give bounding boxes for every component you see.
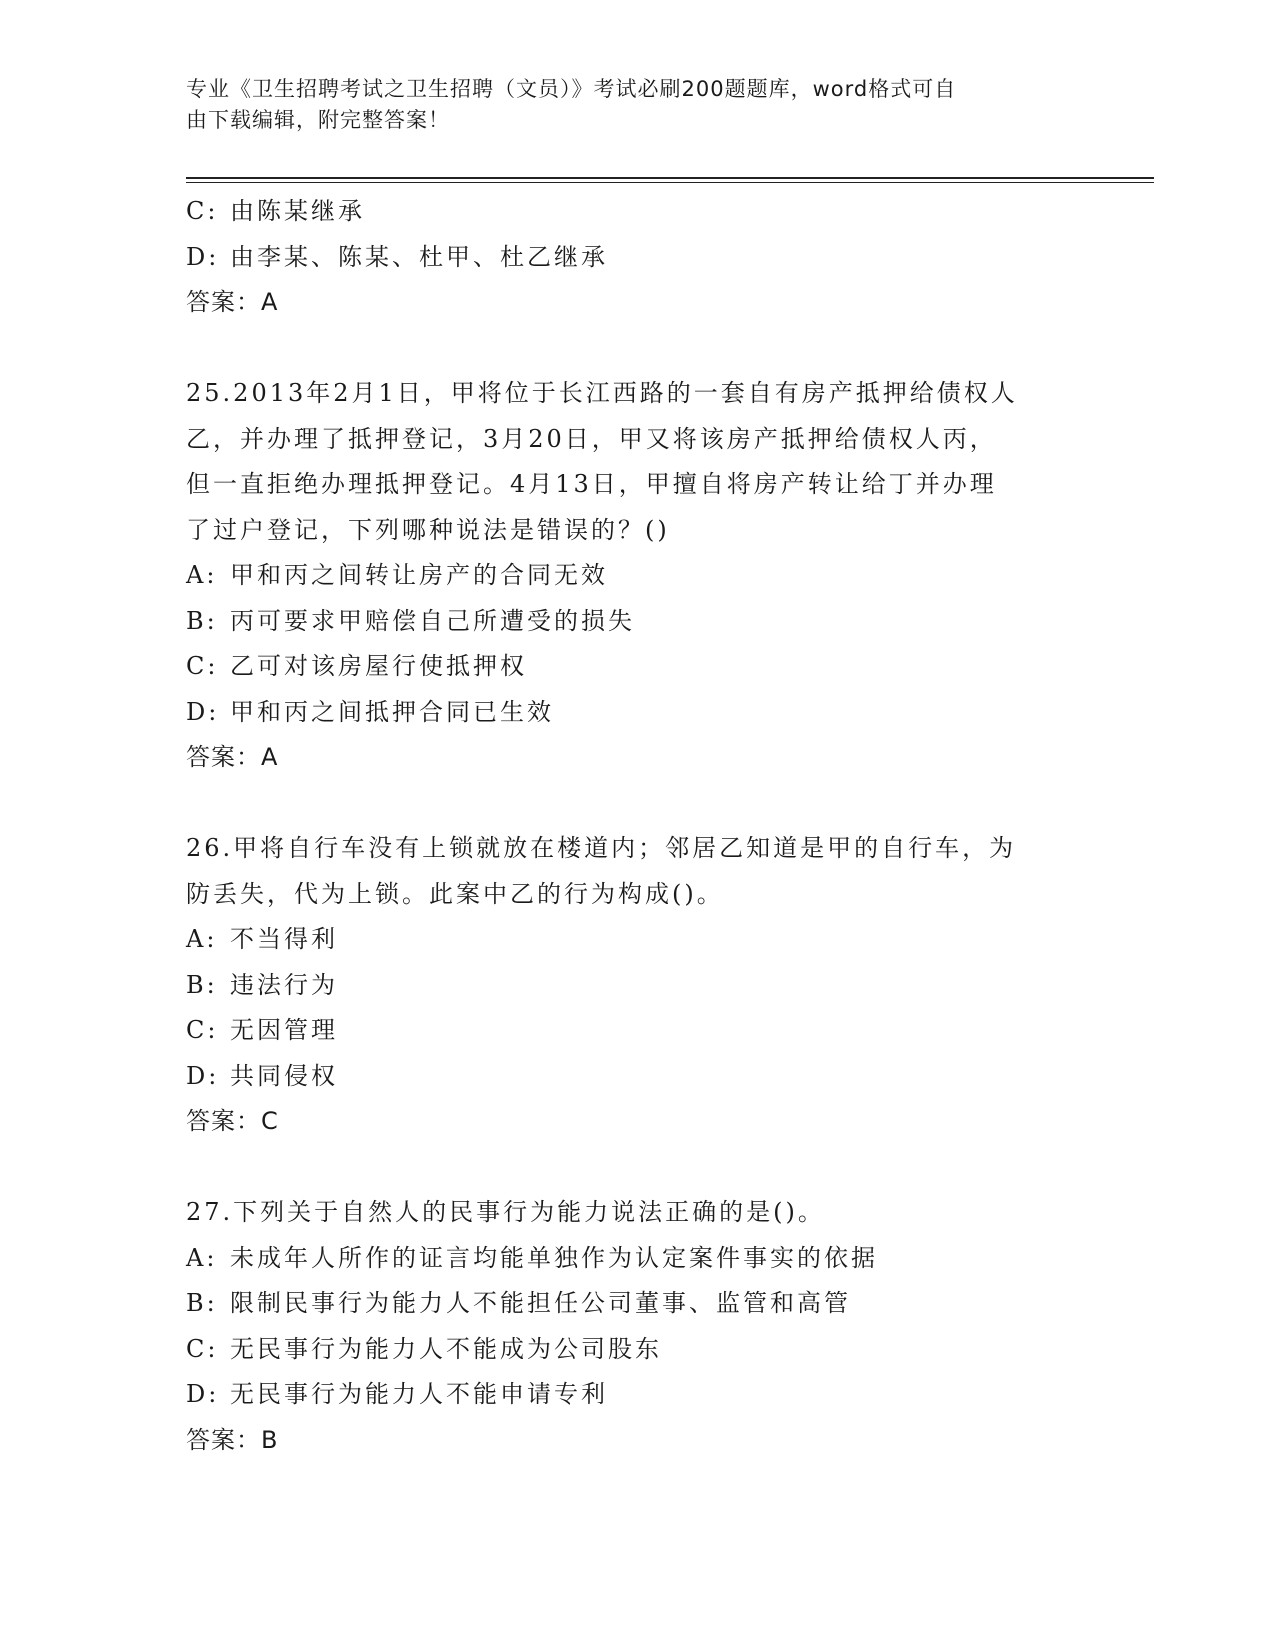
option-b: B: 限制民事行为能力人不能担任公司董事、监管和高管 [186, 1289, 851, 1317]
option-d: D: 甲和丙之间抵押合同已生效 [186, 697, 554, 726]
header-rule-thick [186, 177, 1154, 179]
question-26 [186, 826, 1086, 1145]
option-d: D: 由李某、陈某、杜甲、杜乙继承 [186, 242, 608, 271]
answer-line: 答案：A [186, 288, 279, 316]
question-stem: 26.甲将自行车没有上锁就放在楼道内；邻居乙知道是甲的自行车，为 防丢失，代为上锁。此案中乙的行为构成()。 [186, 834, 1017, 908]
option-d: D: 共同侵权 [186, 1061, 338, 1090]
answer-line: 答案：A [186, 743, 279, 771]
option-a: A: 未成年人所作的证言均能单独作为认定案件事实的依据 [186, 1243, 878, 1272]
question-content [186, 189, 1086, 1463]
option-c: C: 乙可对该房屋行使抵押权 [186, 652, 527, 680]
answer-line: 答案：B [186, 1425, 279, 1454]
option-c: C: 无因管理 [186, 1016, 338, 1044]
header-title-line-2: 由下载编辑，附完整答案！ [186, 108, 450, 132]
question-27 [186, 1190, 1086, 1463]
answer-line: 答案：C [186, 1107, 279, 1135]
option-d: D: 无民事行为能力人不能申请专利 [186, 1380, 608, 1408]
header-rule-thin [186, 182, 1154, 183]
page-header [186, 74, 1086, 136]
question-stem: 27.下列关于自然人的民事行为能力说法正确的是()。 [186, 1198, 825, 1226]
option-b: B: 违法行为 [186, 970, 338, 999]
question-25 [186, 371, 1086, 781]
option-c: C: 无民事行为能力人不能成为公司股东 [186, 1334, 662, 1363]
question-stem: 25.2013年2月1日，甲将位于长江西路的一套自有房产抵押给债权人 乙，并办理了抵押登记，3月20日，甲又将该房产抵押给债权人丙， 但一直拒绝办理抵押登记。4月13日，甲擅自将房产转让给丁并办理 了过户登记，下列哪种说法是错误的？() [186, 379, 1018, 544]
carryover-block [186, 189, 1086, 326]
option-b: B: 丙可要求甲赔偿自己所遭受的损失 [186, 606, 635, 635]
option-c: C: 由陈某继承 [186, 197, 365, 225]
option-a: A: 甲和丙之间转让房产的合同无效 [186, 561, 608, 589]
option-a: A: 不当得利 [186, 925, 338, 953]
header-title-line-1: 专业《卫生招聘考试之卫生招聘（文员）》考试必刷200题题库，word格式可自 [186, 77, 957, 101]
